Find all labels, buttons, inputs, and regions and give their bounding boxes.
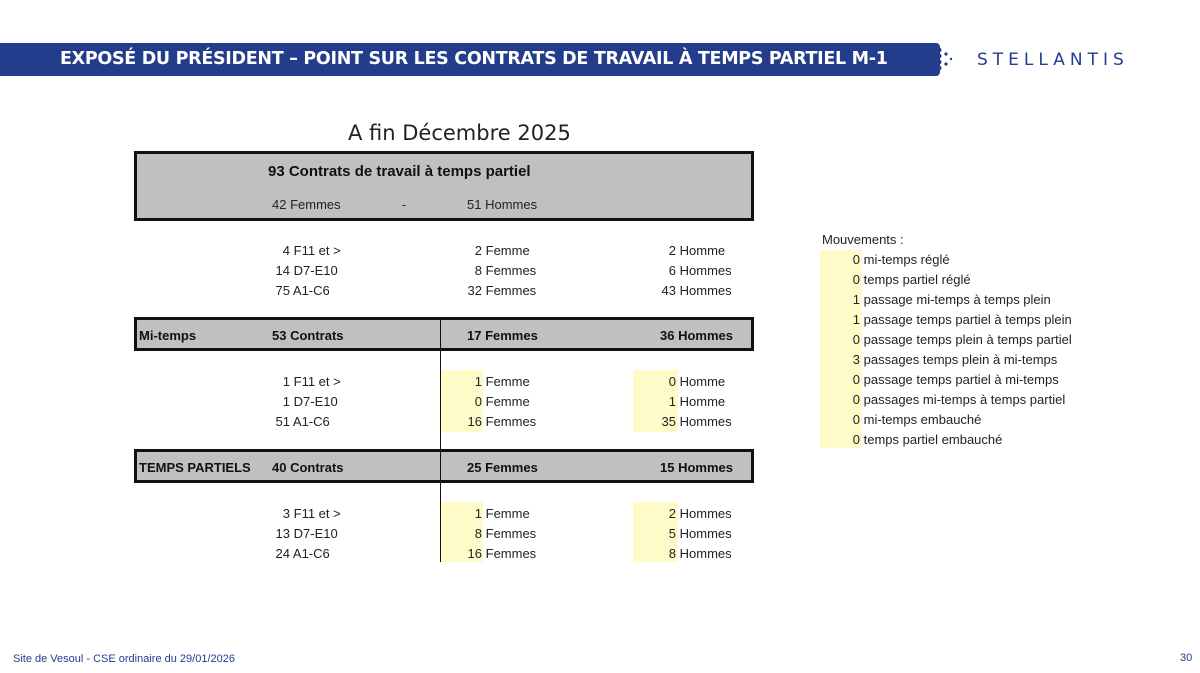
brand-dots-icon <box>935 45 955 75</box>
period-subtitle: A fin Décembre 2025 <box>348 121 571 145</box>
temps-partiels-femmes-row: 8 Femmes <box>474 526 537 541</box>
summary-total: 93 Contrats de travail à temps partiel <box>268 163 531 180</box>
mouvement-item: 0 temps partiel embauché <box>852 432 1003 447</box>
overall-row: 14 D7-E10 <box>275 263 338 278</box>
temps-partiels-femmes-row: 1 Femme <box>474 506 530 521</box>
mi-temps-row: 1 F11 et > <box>282 374 341 389</box>
stellantis-logo: STELLANTIS <box>977 50 1129 70</box>
overall-row: 75 A1-C6 <box>275 283 330 298</box>
mouvement-item: 1 passage temps partiel à temps plein <box>852 312 1072 327</box>
mouvement-item: 0 passage temps partiel à mi-temps <box>852 372 1059 387</box>
mi-temps-hommes-row: 1 Homme <box>668 394 726 409</box>
mi-temps-femmes-row: 1 Femme <box>474 374 530 389</box>
overall-femmes: 8 Femmes <box>474 263 537 278</box>
temps-partiels-row: 24 A1-C6 <box>275 546 330 561</box>
mi-temps-contrats: 53 Contrats <box>272 328 344 343</box>
overall-row: 4 F11 et > <box>282 243 341 258</box>
overall-hommes: 43 Hommes <box>661 283 732 298</box>
overall-hommes: 2 Homme <box>668 243 726 258</box>
mi-temps-hommes: 36 Hommes <box>660 328 733 343</box>
summary-hommes: 51 Hommes <box>467 197 538 212</box>
mi-temps-femmes-row: 16 Femmes <box>467 414 537 429</box>
summary-femmes: 42 Femmes <box>272 197 341 212</box>
mouvement-item: 0 passage temps plein à temps partiel <box>852 332 1072 347</box>
temps-partiels-hommes-row: 5 Hommes <box>668 526 732 541</box>
temps-partiels-hommes-row: 8 Hommes <box>668 546 732 561</box>
summary-box <box>134 151 754 221</box>
mouvement-item: 3 passages temps plein à mi-temps <box>852 352 1058 367</box>
overall-femmes: 32 Femmes <box>467 283 537 298</box>
temps-partiels-contrats: 40 Contrats <box>272 460 344 475</box>
mi-temps-header <box>134 317 754 351</box>
mi-temps-label: Mi-temps <box>139 328 197 343</box>
temps-partiels-hommes-row: 2 Hommes <box>668 506 732 521</box>
mouvements-title: Mouvements : <box>822 232 904 247</box>
mouvement-item: 0 mi-temps embauché <box>852 412 982 427</box>
temps-partiels-header <box>134 449 754 483</box>
footer-site-info: Site de Vesoul - CSE ordinaire du 29/01/2026 <box>13 653 235 665</box>
mouvement-item: 0 passages mi-temps à temps partiel <box>852 392 1066 407</box>
temps-partiels-row: 13 D7-E10 <box>275 526 338 541</box>
slide-title: EXPOSÉ DU PRÉSIDENT – POINT SUR LES CONTRATS DE TRAVAIL À TEMPS PARTIEL M-1 <box>60 49 888 69</box>
mi-temps-hommes-row: 0 Homme <box>668 374 726 389</box>
temps-partiels-hommes: 15 Hommes <box>660 460 733 475</box>
mi-temps-row: 51 A1-C6 <box>275 414 330 429</box>
overall-hommes: 6 Hommes <box>668 263 732 278</box>
page-number: 30 <box>1180 652 1193 664</box>
title-bar <box>0 43 940 76</box>
temps-partiels-femmes: 25 Femmes <box>467 460 538 475</box>
temps-partiels-row: 3 F11 et > <box>282 506 341 521</box>
overall-femmes: 2 Femme <box>474 243 530 258</box>
temps-partiels-label: TEMPS PARTIELS <box>139 460 251 475</box>
mouvement-item: 1 passage mi-temps à temps plein <box>852 292 1051 307</box>
mi-temps-hommes-row: 35 Hommes <box>661 414 732 429</box>
summary-separator: - <box>402 197 407 212</box>
mouvement-item: 0 temps partiel réglé <box>852 272 971 287</box>
mi-temps-femmes-row: 0 Femme <box>474 394 530 409</box>
temps-partiels-femmes-row: 16 Femmes <box>467 546 537 561</box>
mi-temps-femmes: 17 Femmes <box>467 328 538 343</box>
mi-temps-row: 1 D7-E10 <box>282 394 338 409</box>
mouvement-item: 0 mi-temps réglé <box>852 252 950 267</box>
